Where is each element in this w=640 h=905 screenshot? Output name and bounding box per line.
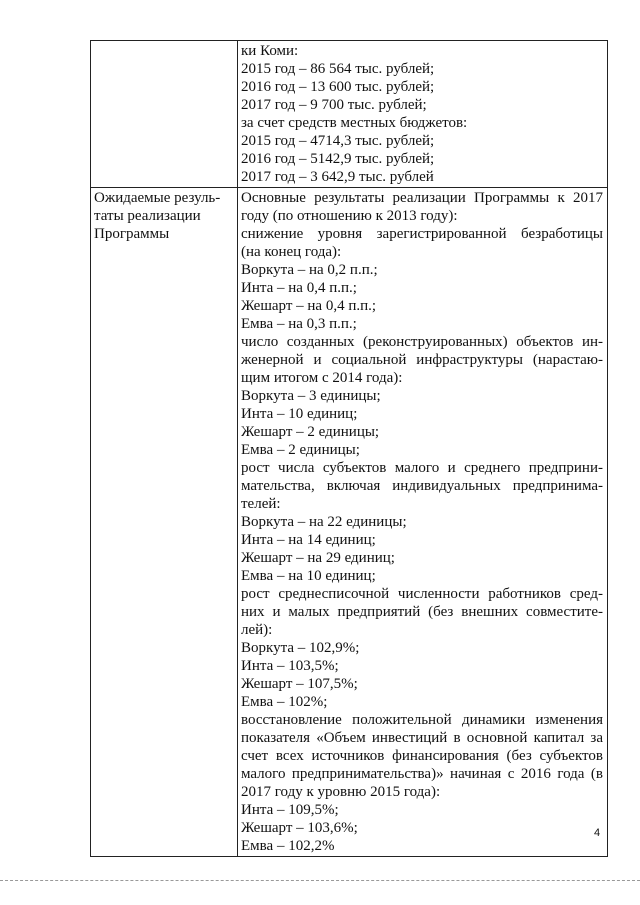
text-line: Жешарт – на 29 единиц; (241, 550, 395, 566)
text-line: 2015 год – 4714,3 тыс. рублей; (241, 133, 435, 149)
text-line: 2017 году к уровню 2015 года): (241, 784, 441, 800)
text-line: Емва – 102%; (241, 694, 328, 710)
text-line: 2015 год – 86 564 тыс. рублей; (241, 61, 435, 77)
text-line: женерной и социальной инфраструктуры (нарастаю- (241, 352, 603, 368)
text-line: за счет средств местных бюджетов: (241, 115, 468, 131)
text-line: Емва – 102,2% (241, 838, 335, 854)
text-line: Инта – 103,5%; (241, 658, 339, 674)
text-line: восстановление положительной динамики изменения (241, 712, 603, 728)
text-line: (на конец года): (241, 244, 342, 260)
text-line: Емва – 2 единицы; (241, 442, 360, 458)
row2-content-cell (238, 188, 608, 857)
text-line: таты реализации (94, 208, 201, 224)
text-line: Воркута – 102,9%; (241, 640, 360, 656)
text-line: 2017 год – 9 700 тыс. рублей; (241, 97, 427, 113)
text-line: Ожидаемые резуль- (94, 190, 221, 206)
program-passport-table (90, 40, 608, 857)
text-line: Емва – на 10 единиц; (241, 568, 376, 584)
text-line: ки Коми: (241, 43, 299, 59)
text-line: мательства, включая индивидуальных предпринима- (241, 478, 603, 494)
text-line: счет всех источников финансирования (без субъектов (241, 748, 603, 764)
row1-right-cell (238, 41, 608, 188)
table-row (91, 188, 608, 857)
row2-label-cell (91, 188, 238, 857)
text-line: Инта – на 14 единиц; (241, 532, 376, 548)
text-line: показателя «Объем инвестиций в основной капитал за (241, 730, 603, 746)
text-line: Инта – 10 единиц; (241, 406, 358, 422)
text-line: них и малых предприятий (без внешних совместите- (241, 604, 603, 620)
text-line: Жешарт – 103,6%; (241, 820, 358, 836)
text-line: щим итогом с 2014 года): (241, 370, 403, 386)
text-line: малого предпринимательства)» начиная с 2016 года (в (241, 766, 603, 782)
text-line: Воркута – на 22 единицы; (241, 514, 407, 530)
page-number: 4 (594, 827, 601, 839)
text-line: Основные результаты реализации Программы к 2017 (241, 190, 603, 206)
text-line: 2017 год – 3 642,9 тыс. рублей (241, 169, 434, 185)
text-line: Емва – на 0,3 п.п.; (241, 316, 357, 332)
text-line: 2016 год – 5142,9 тыс. рублей; (241, 151, 435, 167)
text-line: Инта – 109,5%; (241, 802, 339, 818)
text-line: Программы (94, 226, 170, 242)
text-line: Жешарт – на 0,4 п.п.; (241, 298, 377, 314)
text-line: рост среднесписочной численности работников сред- (241, 586, 603, 602)
text-line: Жешарт – 2 единицы; (241, 424, 380, 440)
text-line: Инта – на 0,4 п.п.; (241, 280, 357, 296)
text-line: Воркута – на 0,2 п.п.; (241, 262, 378, 278)
text-line: лей): (241, 622, 273, 638)
text-line: рост числа субъектов малого и среднего предприни- (241, 460, 603, 476)
table-row (91, 41, 608, 188)
text-line: телей: (241, 496, 281, 512)
page-bottom-edge (0, 880, 640, 881)
text-line: Жешарт – 107,5%; (241, 676, 358, 692)
row1-left-cell (91, 41, 238, 188)
text-line: Воркута – 3 единицы; (241, 388, 381, 404)
text-line: году (по отношению к 2013 году): (241, 208, 458, 224)
text-line: 2016 год – 13 600 тыс. рублей; (241, 79, 435, 95)
text-line: снижение уровня зарегистрированной безработицы (241, 226, 603, 242)
text-line: число созданных (реконструированных) объектов ин- (241, 334, 603, 350)
